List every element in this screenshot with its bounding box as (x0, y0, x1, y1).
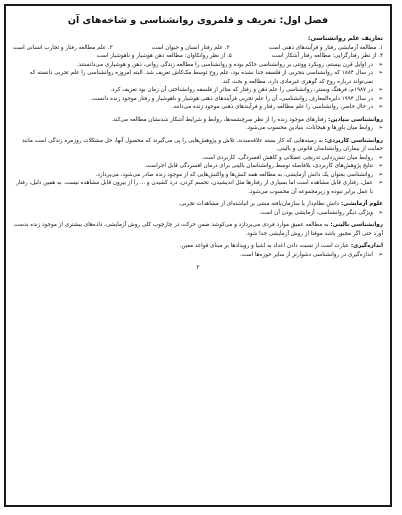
definition-row-1 (13, 44, 383, 53)
measurement-bullet-1: ➢ اندازه‌گیری در روانشناسی دشوارتر از سایر حوزه‌ها است. (13, 251, 383, 260)
applied-bullet-4: ➢ عمل، رفتاری قابل مشاهده است اما بسیاری از رفتارها مثل اندیشیدن، تجسم کردن، درد کشیدن و ... را از بیرون قابل مشاهده نیست. به همین دلیل، رفتار با عمل برابر نبوده و زیرمجموعه آن محسوب می‌شود. (13, 179, 383, 196)
page-number: ۲ (196, 264, 200, 272)
chapter-title: فصل اول: تعریف و قلمروی روانشناسی و شاخه‌های آن (67, 15, 329, 26)
experimental-bullet-1: ➢ ویژگی دیگر روانشناسی، آزمایشی بودن آن است. (13, 209, 383, 218)
applied-bullet-2: ➢ نتایج پژوهش‌های کاربردی، بلافاصله توسط روانشناسان بالینی برای درمان افسردگی قابل اجراست. (13, 162, 383, 171)
definition-heading: تعاریف علم روانشناسی: (307, 35, 383, 43)
measurement-label: اندازه‌گیری: (350, 243, 383, 250)
applied-psychology-label: روانشناسی کاربردی: (324, 137, 383, 144)
definition-bullet-1: ➢ در اوایل قرن بیستم، روبکرد وونتی بر روانشناسی حاکم بوده و روانشناسی را مطالعه زندگی روانی، ذهن و هوشیاری می‌دانستند. (13, 61, 383, 70)
applied-psychology-paragraph (13, 137, 383, 154)
applied-bullet-1: ➢ روابط میان تنش‌زدایی تدریجی عضلانی و کاهش افسردگی، کاربردی است. (13, 154, 383, 163)
definition-item-4: ۴. از نظر رفتارگرایی: مطالعه رفتار آشکار است (271, 53, 383, 60)
basic-bullet-1: ➢ روابط میان باورها و هیجانات، بنیادین محسوب می‌شود. (13, 124, 383, 133)
definition-bullet-2: ➢ در سال ۱۸۸۴ که روانشناسی بتجربی از فلسفه جدا نشده بود، علم روح توسط مک‌کاش تعریف شد. البته امروزه روانشناسی را علم تجربی دانسته که نمی‌تواند درباره روح که گوهری غیرمادی دارد، مطالعه و بحث کند. (13, 69, 383, 86)
definition-bullet-3: ➢ در ۱۹۸۷م، فرهنگ وبستر، روانشناسی را علم ذهن و رفتار که متاثر از فلسفه روانشناختی آن زمان بود تعریف کرد. (13, 86, 383, 95)
clinical-psychology-text: به مطالعه عمیق موارد فردی می‌پردازد و می‌کوشد ضمن حرکت در چارچوب کلی روش آزمایشی، داده‌های بیشتری از موجود زنده بدست آورد حتی اگر مجبور باشد موقتا از روش آزمایشی جدا شود. (13, 222, 383, 237)
basic-psychology-label: روانشناسی بنیادین: (328, 116, 383, 123)
definition-item-3: ۳. علم مطالعه رفتار و تجارب انسانی است (13, 44, 113, 51)
definition-item-5: ۵. از نظر روانکاوان: مطالعه ذهن هوشیار و ناهوشیار است (96, 53, 232, 60)
measurement-text: عبارت است از نسبت دادن اعداد به اشیا و رویدادها بر مبنای قواعد معین. (179, 243, 350, 250)
definition-row-2 (13, 52, 383, 61)
measurement-paragraph (13, 242, 383, 251)
applied-bullet-3: ➢ روانشناسی بعنوان یک دانش آزمایشی، به مطالعه همه کنش‌ها و واکنش‌هایی که از موجود زنده صادر می‌شود، می‌پردازد. (13, 171, 383, 180)
experimental-science-text: دانش نظام‌دار یا سازمان‌یافته مبتنی بر انباشته‌ای از مشاهدات تجربی. (178, 201, 340, 208)
basic-psychology-paragraph (13, 116, 383, 125)
basic-psychology-text: رفتارهای موجود زنده را از نظر سرچشمه‌ها، روابط و شرایط آشکار شدنشان مطالعه می‌کند. (111, 116, 327, 123)
applied-psychology-text: به زمینه‌هایی که کار بسته علاقه‌مندند، تلاش و پژوهش‌هایی را پی می‌گیرند که محصول آنها، حل مشکلات روزمره زندگی است مانند حمایت از بیماران روانشناسان قانونی و بالینی. (21, 137, 383, 153)
definition-item-1: ۱. مطالعه آزمایشی رفتار و فرآیندهای ذهنی است (268, 44, 383, 51)
clinical-psychology-label: روانشناسی بالینی: (330, 222, 383, 229)
experimental-science-paragraph (13, 200, 383, 209)
clinical-psychology-paragraph (13, 221, 383, 238)
definition-bullet-5: ➢ در حال حاضر، روانشناسی را علم مطالعه رفتار و فرآیندهای ذهنی موجود زنده می‌دانند. (13, 103, 383, 112)
page-frame (4, 4, 392, 507)
definition-bullet-4: ➢ در سال ۱۹۹۴ دایره‌المعارف روانشناسی، آن را علم تجربی فرآیندهای ذهنی هوشیار و ناهوشیار و رفتار موجود زنده دانست. (13, 95, 383, 104)
definition-item-2: ۲. علم رفتار انسان و حیوان است (151, 44, 230, 51)
experimental-science-label: علوم آزمایشی: (340, 201, 383, 208)
